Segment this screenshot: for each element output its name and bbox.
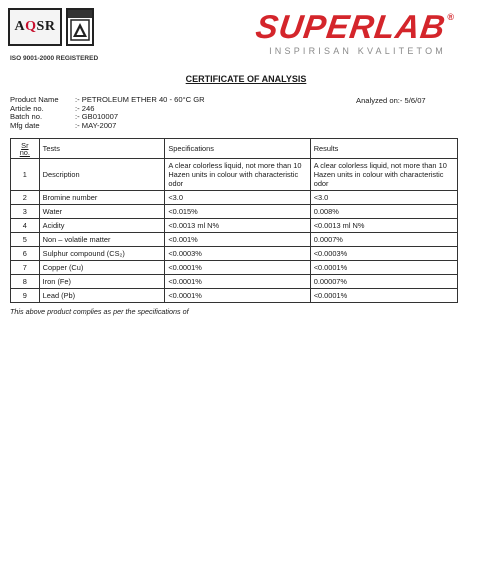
table-row [11,191,458,205]
aqsr-logo [8,8,62,46]
document-title: CERTIFICATE OF ANALYSIS [185,74,307,84]
product-name-value: :- PETROLEUM ETHER 40 - 60°C GR [75,95,205,104]
batch-label: Batch no. [10,112,43,122]
row-sr: 5 [11,233,40,247]
row-sr: 9 [11,289,40,303]
row-spec: <0.0013 ml N% [165,219,310,233]
mfg-value: :- MAY-2007 [75,120,117,130]
product-info [10,96,205,130]
header-tests: Tests [39,139,165,159]
row-result: <0.0013 ml N% [310,219,457,233]
row-test: Water [39,205,165,219]
compliance-note: This above product complies as per the specifications of [10,307,189,316]
row-spec: <0.0003% [165,247,310,261]
row-test: Copper (Cu) [39,261,165,275]
row-result: 0.008% [310,205,457,219]
row-spec: <0.0001% [165,261,310,275]
table-row [11,275,458,289]
header-specifications: Specifications [165,139,310,159]
header-sr-line2: no. [19,147,30,157]
iso-registration: ISO 9001-2000 REGISTERED [10,55,99,62]
row-test: Description [39,159,165,191]
table-row [11,159,458,191]
row-result: <0.0001% [310,261,457,275]
row-sr: 1 [11,159,40,191]
article-label: Article no. [10,103,44,113]
brand-block [253,8,454,56]
header-sr-line1: Sr [21,140,29,150]
row-test: Sulphur compound (CS₂) [39,247,165,261]
batch-value: :- GB010007 [75,112,119,122]
analysis-table [10,138,458,303]
row-sr: 3 [11,205,40,219]
table-row [11,205,458,219]
row-spec: <0.015% [165,205,310,219]
row-test: Iron (Fe) [39,275,165,289]
row-result: <0.0003% [310,247,457,261]
table-row [11,289,458,303]
certification-logos [8,8,94,46]
analyzed-date: Analyzed on:- 5/6/07 [356,96,426,105]
product-name-label: Product Name [10,95,59,104]
row-result: <0.0001% [310,289,457,303]
mfg-label: Mfg date [10,120,40,130]
row-sr: 4 [11,219,40,233]
table-row [11,247,458,261]
anab-accreditation-icon [66,8,94,46]
header-sr [11,139,40,159]
row-sr: 8 [11,275,40,289]
header-results: Results [310,139,457,159]
aqsr-logo-text: AQSR [14,19,56,34]
table-row [11,219,458,233]
table-row [11,233,458,247]
brand-name: SUPERLAB [253,8,449,45]
row-spec: <3.0 [165,191,310,205]
row-result: <3.0 [310,191,457,205]
row-result: A clear colorless liquid, not more than 10 Hazen units in colour with characteristic odor [310,159,457,191]
registered-mark: ® [447,12,454,22]
row-spec: <0.001% [165,233,310,247]
article-value: :- 246 [75,103,95,113]
row-spec: <0.0001% [165,275,310,289]
row-test: Bromine number [39,191,165,205]
row-test: Lead (Pb) [39,289,165,303]
row-sr: 2 [11,191,40,205]
accreditation-mark-icon [70,18,90,42]
table-row [11,261,458,275]
row-sr: 6 [11,247,40,261]
row-spec: <0.0001% [165,289,310,303]
row-result: 0.00007% [310,275,457,289]
brand-tagline: INSPIRISAN KVALITETOM [269,46,446,56]
table-header-row [11,139,458,159]
row-spec: A clear colorless liquid, not more than 10 Hazen units in colour with characteristic odor [165,159,310,191]
row-sr: 7 [11,261,40,275]
row-result: 0.0007% [310,233,457,247]
mfg-row [10,122,205,131]
row-test: Acidity [39,219,165,233]
row-test: Non – volatile matter [39,233,165,247]
